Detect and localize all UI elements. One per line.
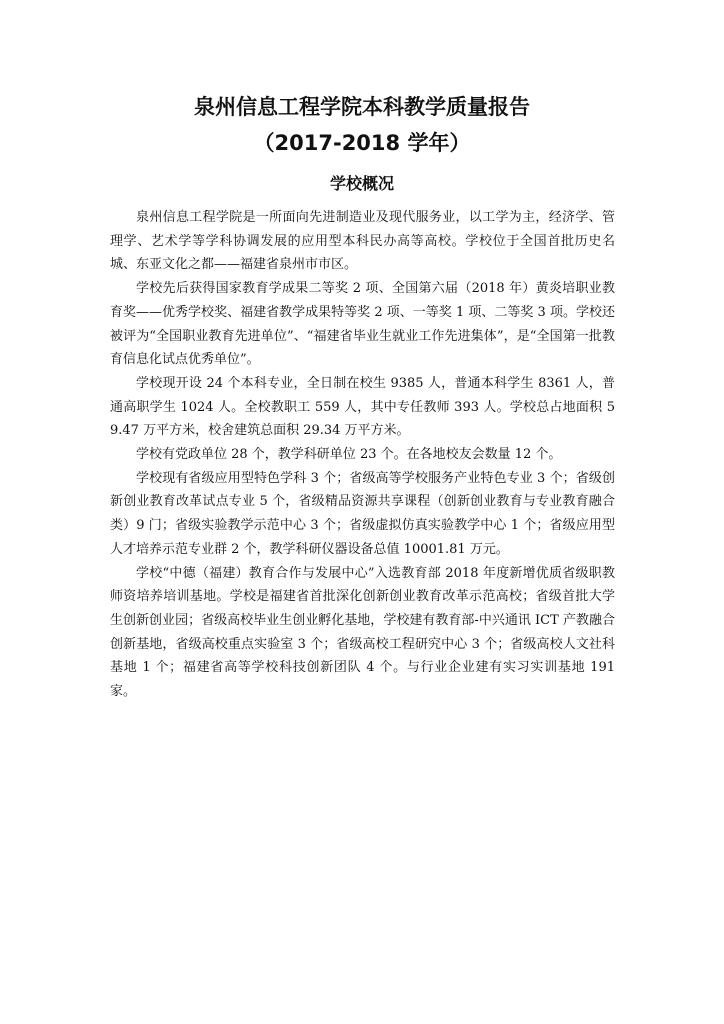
paragraph-provincial-programs: 学校现有省级应用型特色学科 3 个；省级高等学校服务产业特色专业 3 个；省级创新创业教育改革试点专业 5 个，省级精品资源共享课程（创新创业教育与专业教育融合类）9 门；省级实验教学示范中心 3 个；省级虚拟仿真实验教学中心 1 个；省级应用型人才培养示范专业群 2 个，教学科研仪器设备总值 10001.81 万元。 bbox=[110, 470, 615, 557]
paragraph-enrollment: 学校现开设 24 个本科专业，全日制在校生 9385 人，普通本科学生 8361 人，普通高职学生 1024 人。全校教职工 559 人，其中专任教师 393 人。学校总占地面积 59.47 万平方米，校舍建筑总面积 29.34 万平方米。 bbox=[110, 375, 615, 439]
section-heading-school-overview: 学校概况 bbox=[329, 174, 394, 193]
report-title: 泉州信息工程学院本科教学质量报告 bbox=[194, 95, 530, 119]
paragraph-introduction: 泉州信息工程学院是一所面向先进制造业及现代服务业，以工学为主，经济学、管理学、艺术学等学科协调发展的应用型本科民办高等高校。学校位于全国首批历史名城、东亚文化之都——福建省泉州市市区。 bbox=[110, 210, 615, 273]
report-academic-year: （2017-2018 学年） bbox=[253, 131, 471, 155]
paragraph-awards: 学校先后获得国家教育学成果二等奖 2 项、全国第六届（2018 年）黄炎培职业教育奖——优秀学校奖、福建省教学成果特等奖 2 项、一等奖 1 项、二等奖 3 项。学校还被评为“全国职业教育先进单位”、“福建省毕业生就业工作先进集体”，是“全国第一批教育信息化试点优秀单位”。 bbox=[110, 281, 615, 368]
paragraph-bases: 学校“中德（福建）教育合作与发展中心”入选教育部 2018 年度新增优质省级职教师资培养培训基地。学校是福建省首批深化创新创业教育改革示范高校；省级首批大学生创新创业园；省级高校毕业生创业孵化基地，学校建有教育部-中兴通讯 ICT 产教融合创新基地，省级高校重点实验室 3 个；省级高校工程研究中心 3 个；省级高校人文社科基地 1 个；福建省高等学校科技创新团队 4 个。与行业企业建有实习实训基地 191 家。 bbox=[110, 565, 615, 700]
overview-body bbox=[110, 206, 615, 704]
paragraph-units: 学校有党政单位 28 个，教学科研单位 23 个。在各地校友会数量 12 个。 bbox=[136, 447, 562, 463]
